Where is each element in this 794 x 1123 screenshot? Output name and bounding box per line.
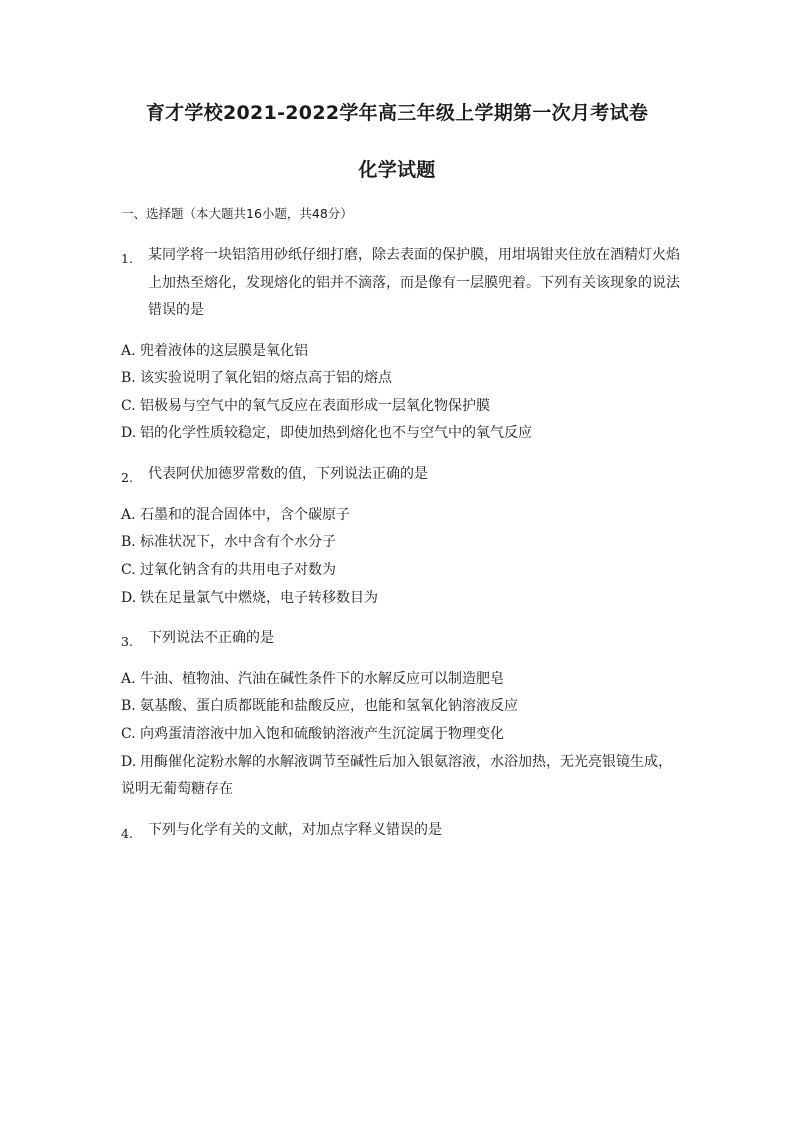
option-text: 石墨和的混合固体中，含个碳原子 [140, 507, 350, 523]
question-1-number: 1. [121, 251, 133, 266]
question-1-stem-line-1: 某同学将一块铝箔用砂纸仔细打磨，除去表面的保护膜，用坩埚钳夹住放在酒精灯火焰 [148, 247, 680, 263]
question-2-option-c [121, 560, 336, 580]
option-text: 铝极易与空气中的氧气反应在表面形成一层氧化物保护膜 [140, 398, 490, 414]
question-1-option-d [121, 423, 532, 443]
exam-subtitle: 化学试题 [358, 159, 436, 181]
option-text: 向鸡蛋清溶液中加入饱和硫酸钠溶液产生沉淀属于物理变化 [140, 726, 504, 742]
question-2-option-a [121, 505, 350, 525]
question-4-stem: 下列与化学有关的文献，对加点字释义错误的是 [148, 822, 442, 838]
option-text: 牛油、植物油、汽油在碱性条件下的水解反应可以制造肥皂 [140, 671, 504, 687]
option-letter: A. [121, 343, 136, 359]
question-1-stem-line-3: 错误的是 [148, 302, 204, 318]
question-1-option-a [121, 341, 308, 361]
question-1-option-c [121, 396, 490, 416]
option-text: 过氧化钠含有的共用电子对数为 [140, 562, 336, 578]
question-2-number: 2. [121, 470, 133, 485]
question-2-option-d [121, 588, 378, 608]
option-letter: D. [121, 425, 137, 441]
option-letter: C. [121, 562, 136, 578]
question-3-option-a [121, 669, 504, 689]
option-text: 铁在足量氯气中燃烧，电子转移数目为 [140, 590, 378, 606]
section-heading: 一、选择题（本大题共16小题，共48分） [121, 206, 353, 221]
option-text: 铝的化学性质较稳定，即使加热到熔化也不与空气中的氧气反应 [140, 425, 532, 441]
option-text: 该实验说明了氧化铝的熔点高于铝的熔点 [140, 370, 392, 386]
option-text: 标准状况下，水中含有个水分子 [140, 534, 336, 550]
option-text: 用酶催化淀粉水解的水解液调节至碱性后加入银氨溶液，水浴加热，无光亮银镜生成， [140, 754, 672, 770]
question-2-option-b [121, 532, 336, 552]
question-2-stem: 代表阿伏加德罗常数的值，下列说法正确的是 [148, 466, 428, 482]
question-4-number: 4. [121, 826, 133, 841]
question-3-stem: 下列说法不正确的是 [148, 630, 274, 646]
option-letter: D. [121, 754, 137, 770]
option-letter: B. [121, 698, 136, 714]
option-letter: A. [121, 507, 136, 523]
question-3-option-b [121, 696, 518, 716]
question-1-option-b [121, 368, 392, 388]
option-letter: A. [121, 671, 136, 687]
option-letter: D. [121, 590, 137, 606]
option-letter: B. [121, 534, 136, 550]
question-3-option-c [121, 724, 504, 744]
question-3-option-d [121, 752, 672, 772]
option-text: 氨基酸、蛋白质都既能和盐酸反应，也能和氢氧化钠溶液反应 [140, 698, 518, 714]
question-1-stem-line-2: 上加热至熔化，发现熔化的铝并不滴落，而是像有一层膜兜着。下列有关该现象的说法 [148, 275, 680, 291]
question-3-option-d-continuation: 说明无葡萄糖存在 [121, 781, 233, 797]
option-letter: B. [121, 370, 136, 386]
option-letter: C. [121, 398, 136, 414]
option-text: 兜着液体的这层膜是氧化铝 [140, 343, 308, 359]
question-3-number: 3. [121, 634, 133, 649]
option-letter: C. [121, 726, 136, 742]
exam-title: 育才学校2021-2022学年高三年级上学期第一次月考试卷 [145, 102, 649, 124]
